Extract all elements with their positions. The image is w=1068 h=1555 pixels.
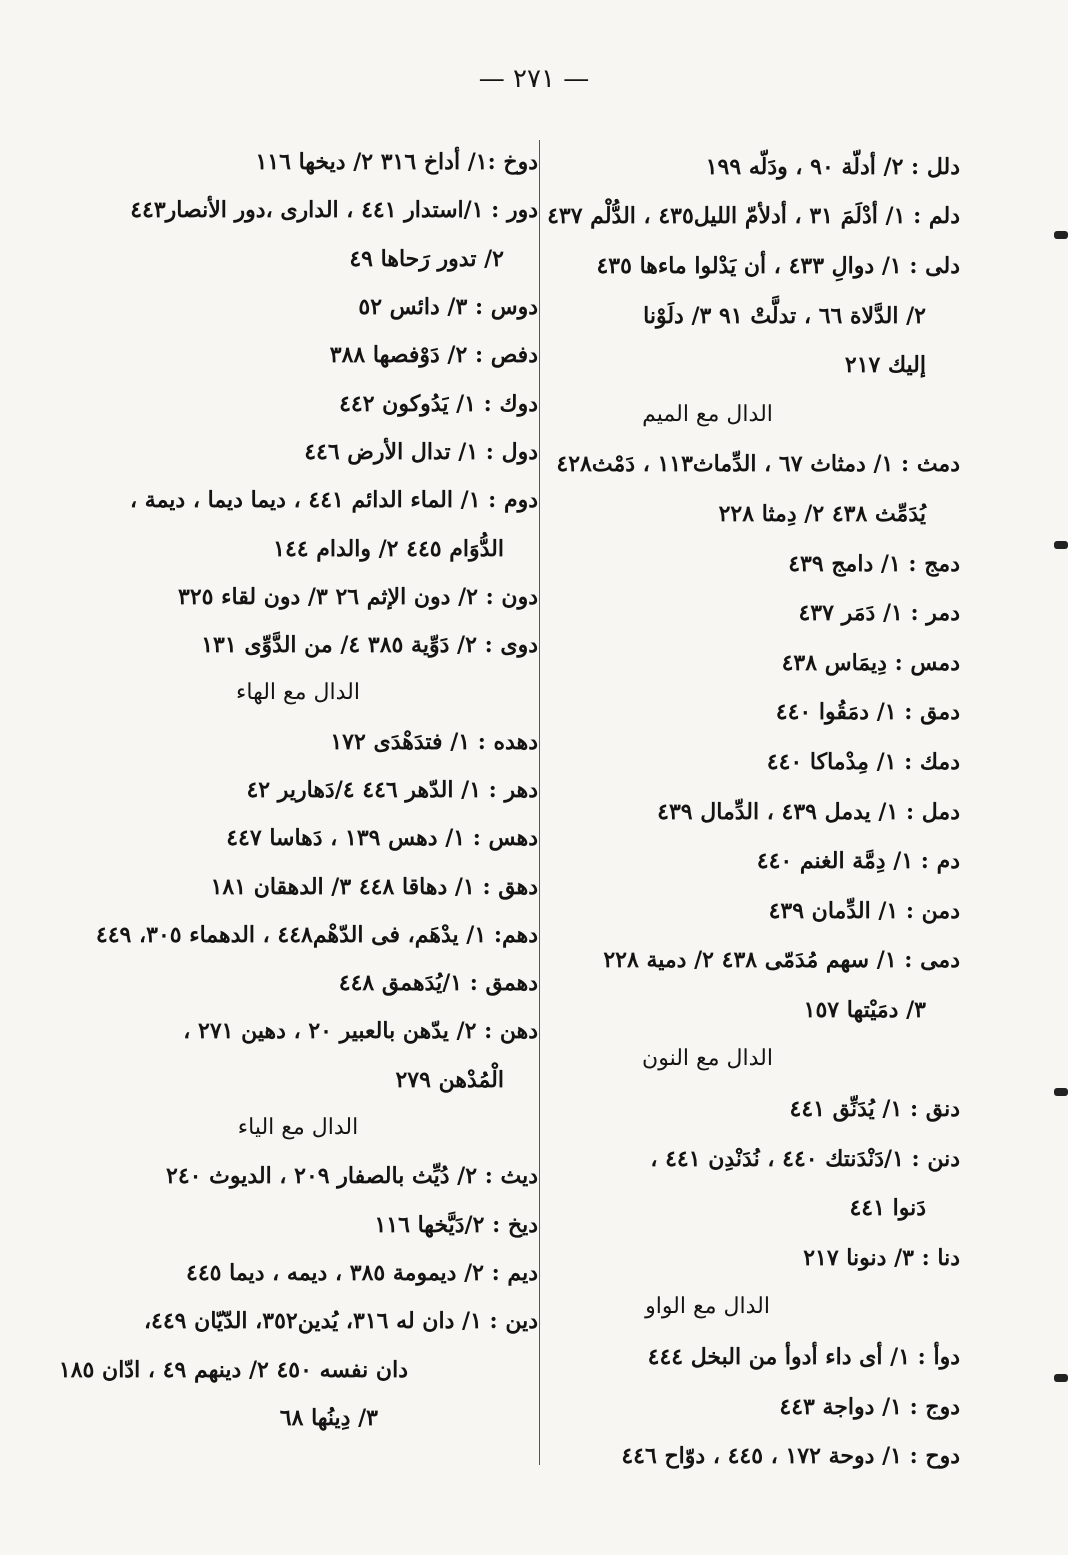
section-heading: الدال مع الهاء xyxy=(236,680,360,706)
index-entry: دهن : ٢/ يدّهن بالعبير ٢٠ ، دهين ٢٧١ ، xyxy=(183,1018,538,1045)
index-entry: دمل : ١/ يدمل ٤٣٩ ، الدِّمال ٤٣٩ xyxy=(657,798,960,825)
index-entry: ديم : ٢/ ديمومة ٣٨٥ ، ديمه ، ديما ٤٤٥ xyxy=(186,1259,538,1286)
index-entry: دلم : ١/ أدْلَمَ ٣١ ، أدلأمّ الليل٤٣٥ ، الدُّلْم ٤٣٧ xyxy=(547,203,960,230)
index-entry: دان نفسه ٤٥٠ ٢/ دينهم ٤٩ ، ادّان ١٨٥ xyxy=(58,1356,408,1383)
column-divider xyxy=(539,140,540,1465)
margin-mark xyxy=(1054,1374,1068,1382)
index-entry: دهم: ١/ يدْهَم، فى الدّهْم٤٤٨ ، الدهماء ٣٠٥، ٤٤٩ xyxy=(95,921,538,948)
margin-mark xyxy=(1054,1088,1068,1096)
index-entry: دهر : ١/ الدّهر ٤٤٦ ٤/دَهارير ٤٢ xyxy=(246,777,538,803)
index-entry: دين : ١/ دان له ٣١٦، يُدين٣٥٢، الدّيّان ٤٤٩، xyxy=(143,1308,538,1335)
index-entry: دمث : ١/ دمثاث ٦٧ ، الدِّماث١١٣ ، دَمْث٤٢٨ xyxy=(556,451,960,478)
index-entry: ديخ : ٢/دَيَّخها ١١٦ xyxy=(374,1211,538,1238)
section-heading: الدال مع النون xyxy=(642,1046,773,1072)
index-entry: دمن : ١/ الدِّمان ٤٣٩ xyxy=(768,897,960,924)
index-entry: يُدَمِّث ٤٣٨ ٢/ دِمثا ٢٢٨ xyxy=(718,500,926,527)
index-entry: دمق : ١/ دمَقُوا ٤٤٠ xyxy=(775,699,960,726)
index-entry: ديث : ٢/ دُيِّث بالصفار ٢٠٩ ، الديوث ٢٤٠ xyxy=(166,1163,538,1190)
index-entry: ٣/ دمَيْتها ١٥٧ xyxy=(803,996,926,1023)
index-entry: دوخ :١/ أداخ ٣١٦ ٢/ ديخها ١١٦ xyxy=(255,149,538,176)
index-entry: دنق : ١/ يُدَنِّق ٤٤١ xyxy=(789,1096,960,1123)
index-entry: ٣/ دِينُها ٦٨ xyxy=(279,1404,378,1431)
index-entry: دمج : ١/ دامج ٤٣٩ xyxy=(788,550,960,577)
section-heading: الدال مع الواو xyxy=(645,1294,770,1320)
index-entry: دول : ١/ تدال الأرض ٤٤٦ xyxy=(304,438,538,465)
section-heading: الدال مع الميم xyxy=(642,401,773,427)
left-column xyxy=(58,138,538,1442)
index-entry: دوى : ٢/ دَوِّية ٣٨٥ ٤/ من الدَّوِّى ١٣١ xyxy=(201,632,538,659)
index-entry: دوأ : ١/ أى داء أدوأ من البخل ٤٤٤ xyxy=(647,1344,960,1371)
index-entry: دوح : ١/ دوحة ١٧٢ ، ٤٤٥ ، دوّاح ٤٤٦ xyxy=(621,1443,960,1470)
index-entry: دور : ١/استدار ٤٤١ ، الدارى ،دور الأنصار٤٤٣ xyxy=(130,197,538,224)
section-heading: الدال مع الياء xyxy=(237,1115,359,1141)
index-entry: الْمُدْهن ٢٧٩ xyxy=(395,1066,504,1093)
index-entry: إليك ٢١٧ xyxy=(844,352,926,379)
index-entry: دنا : ٣/ دنونا ٢١٧ xyxy=(803,1244,960,1271)
index-entry: دوس : ٣/ دائس ٥٢ xyxy=(358,294,538,321)
index-entry: ٢/ تدور رَحاها ٤٩ xyxy=(349,245,504,272)
margin-mark xyxy=(1054,231,1068,239)
index-entry: دون : ٢/ دون الإثم ٢٦ ٣/ دون لقاء ٣٢٥ xyxy=(178,583,538,610)
index-entry: الدُّوَام ٤٤٥ ٢/ والدام ١٤٤ xyxy=(273,535,504,562)
page-number: — ٢٧١ — xyxy=(478,64,590,94)
index-entry: دهمق : ١/يُدَهمق ٤٤٨ xyxy=(338,970,538,997)
index-entry: دم : ١/ دِمَّة الغنم ٤٤٠ xyxy=(756,848,960,875)
index-entry: دهق : ١/ دهاقا ٤٤٨ ٣/ الدهقان ١٨١ xyxy=(210,873,538,900)
index-entry: دفص : ٢/ دَوْفصها ٣٨٨ xyxy=(329,342,538,369)
margin-mark xyxy=(1054,541,1068,549)
index-entry: دلى : ١/ دوالِ ٤٣٣ ، أن يَدْلوا ماءها ٤٣٥ xyxy=(596,252,960,279)
index-entry: دهس : ١/ دهس ١٣٩ ، دَهاسا ٤٤٧ xyxy=(226,825,538,852)
index-entry: دمس : دِيمَاس ٤٣٨ xyxy=(781,649,960,676)
index-entry: دوج : ١/ دواجة ٤٤٣ xyxy=(779,1393,960,1420)
index-entry: دنن : ١/دَنْدَنتك ٤٤٠ ، نُدَنْدِن ٤٤١ ، xyxy=(650,1145,960,1172)
index-entry: دوك : ١/ يَدُوكون ٤٤٢ xyxy=(339,390,538,417)
index-entry: دمك : ١/ مِدْماكا ٤٤٠ xyxy=(766,748,960,775)
index-entry: دهده : ١/ فتدَهْدَى ١٧٢ xyxy=(330,728,538,755)
index-entry: ٢/ الدَّلاة ٦٦ ، تدلَّتْ ٩١ ٣/ دلَوْنا xyxy=(643,302,926,329)
index-entry: دمى : ١/ سهم مُدَمّى ٤٣٨ ٢/ دمية ٢٢٨ xyxy=(603,947,960,974)
index-entry: دمر : ١/ دَمَر ٤٣٧ xyxy=(798,600,960,627)
index-entry: دلل : ٢/ أدلّة ٩٠ ، ودَلّه ١٩٩ xyxy=(705,153,960,180)
index-entry: دَنوا ٤٤١ xyxy=(849,1195,926,1222)
index-entry: دوم : ١/ الماء الدائم ٤٤١ ، ديما ديما ، ديمة ، xyxy=(130,487,538,514)
right-column xyxy=(515,142,960,1481)
